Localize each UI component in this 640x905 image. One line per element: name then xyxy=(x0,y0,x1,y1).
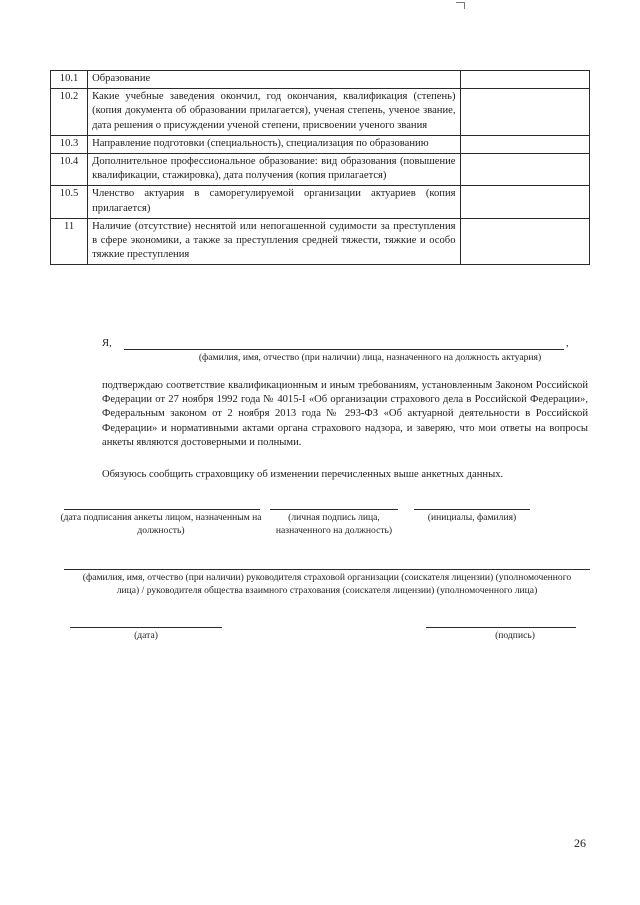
row-number: 10.5 xyxy=(51,186,88,218)
signing-date-field[interactable] xyxy=(64,509,260,510)
row-number: 11 xyxy=(51,218,88,265)
declaration-ya: Я, xyxy=(102,338,112,349)
row-answer-cell[interactable] xyxy=(460,89,590,136)
row-answer-cell[interactable] xyxy=(460,186,590,218)
page-number: 26 xyxy=(574,836,586,850)
table-row xyxy=(51,71,590,89)
table-row xyxy=(51,135,590,153)
row-number: 10.4 xyxy=(51,154,88,186)
date-field[interactable] xyxy=(70,627,222,628)
head-name-caption: (фамилия, имя, отчество (при наличии) руководителя страховой организации (соискателя лицензии) (уполномоченного лица) / руководителя общества взаимного страхования (соискателя лицензии) (уполномоченного лица) xyxy=(82,572,572,596)
row-answer-cell[interactable] xyxy=(460,154,590,186)
declaration-comma: , xyxy=(566,338,569,349)
initials-caption: (инициалы, фамилия) xyxy=(427,512,517,523)
actuary-name-caption: (фамилия, имя, отчество (при наличии) лица, назначенного на должность актуария) xyxy=(198,352,542,363)
row-question: Дополнительное профессиональное образование: вид образования (повышение квалификации, стажировка), дата получения (копия прилагается) xyxy=(88,154,460,186)
personal-signature-caption: (личная подпись лица, назначенного на должность) xyxy=(275,512,393,536)
initials-field[interactable] xyxy=(414,509,530,510)
row-number: 10.3 xyxy=(51,135,88,153)
row-answer-cell[interactable] xyxy=(460,71,590,89)
row-answer-cell[interactable] xyxy=(460,135,590,153)
row-question: Образование xyxy=(88,71,460,89)
row-question: Какие учебные заведения окончил, год окончания, квалификация (степень) (копия документа об образовании прилагается), ученая степень, ученое звание, дата решения о присуждении ученой степени, присвоении ученого звания xyxy=(88,89,460,136)
row-question: Наличие (отсутствие) неснятой или непогашенной судимости за преступления в сфере экономики, а также за преступления средней тяжести, тяжкие и особо тяжкие преступления xyxy=(88,218,460,265)
personal-signature-field[interactable] xyxy=(270,509,398,510)
row-question: Членство актуария в саморегулируемой организации актуариев (копия прилагается) xyxy=(88,186,460,218)
row-number: 10.2 xyxy=(51,89,88,136)
table-row xyxy=(51,89,590,136)
obligation-text: Обязуюсь сообщить страховщику об изменении перечисленных выше анкетных данных. xyxy=(102,469,504,480)
anketa-table xyxy=(50,70,590,265)
actuary-name-field[interactable] xyxy=(124,349,564,350)
signature-field[interactable] xyxy=(426,627,576,628)
table-row xyxy=(51,218,590,265)
signature-label: (подпись) xyxy=(495,630,535,641)
signing-date-caption: (дата подписания анкеты лицом, назначенным на должность) xyxy=(60,512,262,536)
row-number: 10.1 xyxy=(51,71,88,89)
head-name-field[interactable] xyxy=(64,569,590,570)
row-answer-cell[interactable] xyxy=(460,218,590,265)
date-label: (дата) xyxy=(134,630,158,641)
table-row xyxy=(51,186,590,218)
table-row xyxy=(51,154,590,186)
scan-corner-mark xyxy=(456,2,465,9)
confirmation-text: подтверждаю соответствие квалификационным и иным требованиям, установленным Законом Российской Федерации от 27 ноября 1992 года № 4015-I «Об организации страхового дела в Российской Федерации», Федеральным законом от 2 ноября 2013 года № 293-ФЗ «Об актуарной деятельности в Российской Федерации» и нормативными актами органа страхового надзора, и заверяю, что мои ответы на вопросы анкеты являются достоверными и полными. xyxy=(102,380,588,448)
row-question: Направление подготовки (специальность), специализация по образованию xyxy=(88,135,460,153)
